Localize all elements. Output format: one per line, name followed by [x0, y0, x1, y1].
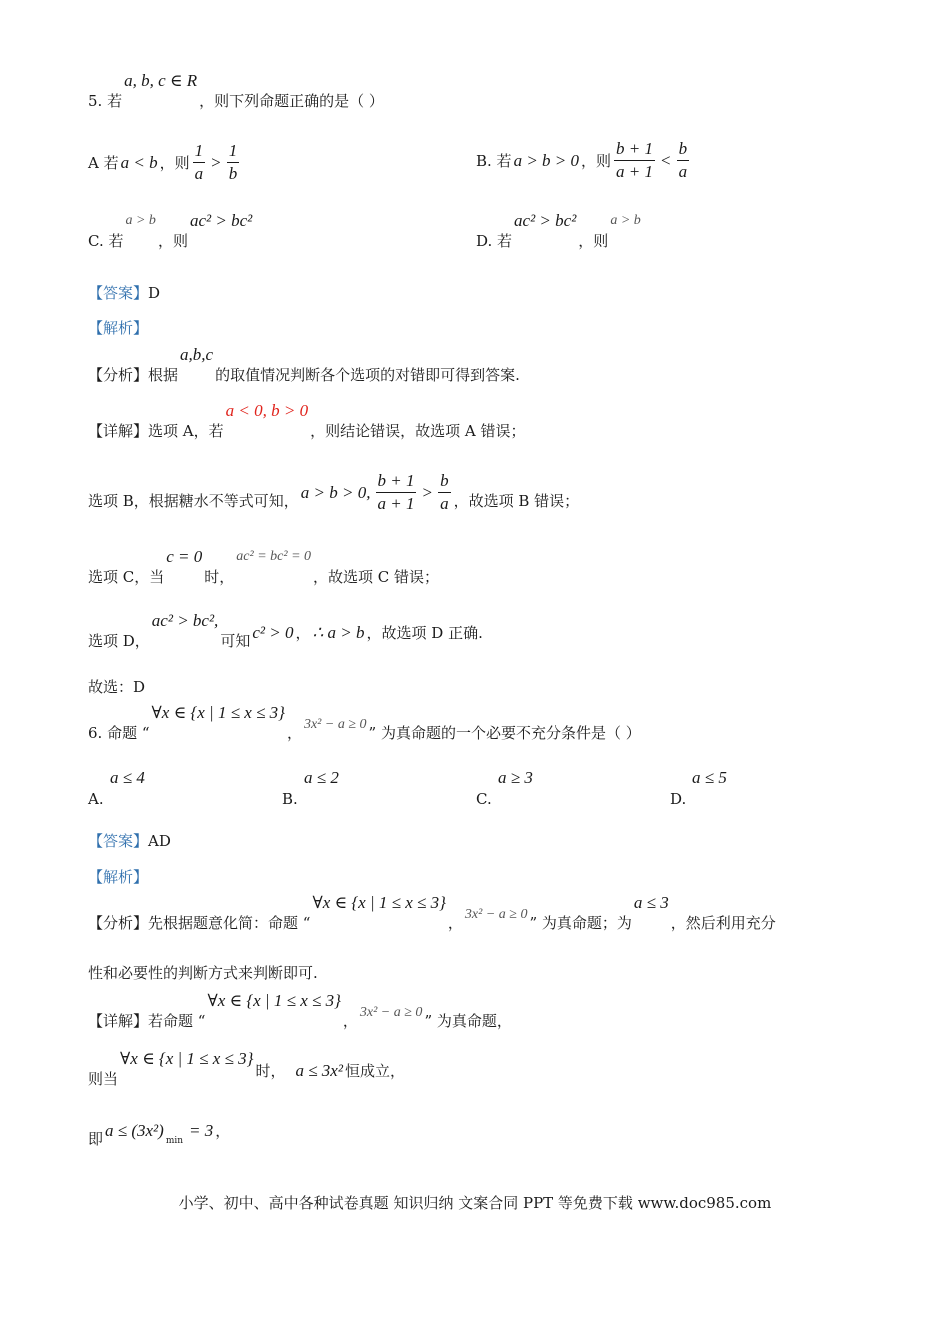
- analysis-tag: 【解析】: [88, 868, 149, 886]
- analysis-tag: 【解析】: [88, 319, 149, 337]
- q6-expr: 3x² − a ≥ 0: [303, 716, 367, 732]
- fraction: $\frac{b}{a}$: [678, 139, 688, 181]
- q6-analysis-heading: [88, 866, 148, 887]
- option-conclusion: ac² > bc²: [189, 210, 253, 230]
- fenxi-tag: 【分析】: [88, 914, 149, 932]
- q5-tail: ，则下列命题正确的是（ ）: [199, 92, 384, 110]
- detail-set: ∀x ∈ {x | 1 ≤ x ≤ 3}: [207, 990, 341, 1010]
- fenxi-tag: 【分析】: [88, 366, 149, 384]
- q5-detail-d: [88, 610, 483, 650]
- option-label: D.: [670, 790, 687, 808]
- q6-detail-2: [88, 1048, 405, 1088]
- page-footer: 小学、初中、高中各种试卷真题 知识归纳 文案合同 PPT 等免费下载 www.doc985.com: [178, 1194, 772, 1212]
- detail-text: ，则结论错误，故选项 A 错误；: [310, 422, 526, 440]
- q5-option-a: [88, 140, 242, 185]
- q5-detail-b: [88, 470, 579, 515]
- q6-fenxi: [88, 892, 776, 932]
- q6-number: 6. 命题 “: [88, 724, 150, 742]
- detail-text: 可知: [220, 632, 251, 650]
- detail-text: ，: [215, 1122, 231, 1140]
- q5-detail-a: [88, 400, 526, 440]
- answer-value: AD: [148, 831, 171, 850]
- detail-text: 时，: [204, 568, 235, 586]
- detail-text: ，故选项 C 错误；: [313, 568, 440, 586]
- option-math: a ≤ 5: [692, 768, 727, 787]
- fraction: $\frac{1}{b}$: [228, 141, 238, 183]
- detail-text: 则当: [88, 1070, 119, 1088]
- option-then: ，则: [159, 154, 190, 172]
- q5-option-d: [476, 210, 643, 250]
- detail-text: 若命题 “: [148, 1012, 206, 1030]
- detail-math: a < 0, b > 0: [225, 400, 309, 420]
- detail-math: ∴ a > b: [312, 622, 365, 642]
- detail-math: c = 0: [166, 546, 203, 566]
- detail-tag: 【详解】: [88, 1012, 149, 1030]
- option-then: ，则: [157, 232, 188, 250]
- fraction: $\frac{1}{a}$: [194, 141, 204, 183]
- q5-answer: [88, 282, 160, 303]
- answer-tag: 【答案】: [88, 832, 149, 850]
- q5-fenxi: [88, 344, 520, 384]
- option-math: a ≥ 3: [498, 768, 533, 787]
- detail-text: 即: [88, 1130, 104, 1148]
- q5-condition: a, b, c ∈ R: [124, 70, 198, 90]
- detail-text: ，: [295, 624, 311, 642]
- detail-math: = 3: [189, 1120, 214, 1140]
- q5-number: 5. 若: [88, 92, 123, 110]
- option-label: B.: [282, 790, 298, 808]
- operator: >: [211, 152, 221, 172]
- q6-detail-1: [88, 990, 512, 1030]
- fenxi-text: ，然后利用充分: [670, 914, 776, 932]
- option-label: A.: [88, 790, 104, 808]
- q6-stem: [88, 702, 641, 742]
- q6-set: ∀x ∈ {x | 1 ≤ x ≤ 3}: [151, 702, 285, 722]
- choose-text: 故选：D: [88, 678, 146, 696]
- fraction: $\frac{b + 1}{a + 1}$: [616, 139, 654, 181]
- option-condition: a > b > 0: [513, 150, 580, 170]
- operator: <: [661, 150, 671, 170]
- detail-text: ，故选项 B 错误；: [453, 492, 580, 510]
- fenxi-text: 性和必要性的判断方式来判断即可.: [88, 964, 318, 982]
- answer-tag: 【答案】: [88, 284, 149, 302]
- q5-stem: [88, 70, 384, 110]
- option-label: C. 若: [88, 232, 124, 250]
- detail-text: ，故选项 D 正确.: [366, 624, 483, 642]
- q6-fenxi-line2: [88, 962, 318, 983]
- option-label: A 若: [88, 154, 119, 172]
- detail-text: 选项 B，根据糖水不等式可知，: [88, 492, 299, 510]
- option-then: ，则: [581, 152, 612, 170]
- q6-tail: ” 为真命题的一个必要不充分条件是（ ）: [368, 724, 641, 742]
- fenxi-math: a ≤ 3: [633, 892, 669, 912]
- detail-math: c² > 0: [252, 622, 294, 642]
- fenxi-text: 先根据题意化简：命题 “: [148, 914, 311, 932]
- option-label: C.: [476, 790, 492, 808]
- option-condition: a > b: [125, 212, 156, 228]
- q5-option-c: [88, 210, 254, 250]
- option-condition: a < b: [120, 152, 158, 172]
- option-then: ，则: [578, 232, 609, 250]
- q6-answer: [88, 830, 171, 851]
- q6-detail-3: [88, 1120, 231, 1148]
- q6-sep: ，: [286, 724, 302, 742]
- detail-set: ∀x ∈ {x | 1 ≤ x ≤ 3}: [120, 1048, 254, 1068]
- fenxi-set: ∀x ∈ {x | 1 ≤ x ≤ 3}: [312, 892, 446, 912]
- detail-math: ac² > bc²,: [151, 610, 219, 630]
- detail-math: a > b > 0,: [300, 482, 371, 502]
- fenxi-vars: a,b,c: [180, 344, 214, 364]
- q5-option-b: [476, 138, 692, 183]
- detail-tag: 【详解】: [88, 422, 149, 440]
- operator: >: [422, 482, 433, 502]
- detail-math: a ≤ 3x²: [295, 1060, 343, 1080]
- detail-expr: 3x² − a ≥ 0: [359, 1004, 423, 1020]
- detail-text: 时，: [255, 1062, 286, 1080]
- answer-value: D: [148, 283, 161, 302]
- option-math: a ≤ 2: [304, 768, 339, 787]
- detail-text: 选项 A，若: [148, 422, 224, 440]
- fenxi-text: 根据: [148, 366, 179, 384]
- fenxi-text: ” 为真命题；为: [529, 914, 632, 932]
- fenxi-sep: ，: [447, 914, 463, 932]
- detail-sep: ，: [342, 1012, 358, 1030]
- q5-detail-c: [88, 546, 440, 586]
- q5-choose: [88, 676, 145, 697]
- detail-text: 恒成立，: [344, 1062, 405, 1080]
- q5-analysis-heading: [88, 317, 148, 338]
- fenxi-text: 的取值情况判断各个选项的对错即可得到答案.: [215, 366, 520, 384]
- option-condition: ac² > bc²: [514, 210, 577, 230]
- option-label: D. 若: [476, 232, 513, 250]
- detail-math: a ≤ (3x²): [105, 1120, 164, 1140]
- fraction: $\frac{b + 1}{a + 1}$: [377, 471, 415, 513]
- detail-subscript: min: [165, 1135, 184, 1146]
- fenxi-expr: 3x² − a ≥ 0: [464, 906, 528, 922]
- option-conclusion: a > b: [610, 212, 641, 228]
- fraction: $\frac{b}{a}$: [440, 471, 449, 513]
- detail-text: 选项 C，当: [88, 568, 165, 586]
- detail-text: 选项 D，: [88, 632, 150, 650]
- option-math: a ≤ 4: [110, 768, 145, 787]
- detail-text: ” 为真命题，: [424, 1012, 512, 1030]
- option-label: B. 若: [476, 152, 512, 170]
- detail-math: ac² = bc² = 0: [236, 548, 312, 564]
